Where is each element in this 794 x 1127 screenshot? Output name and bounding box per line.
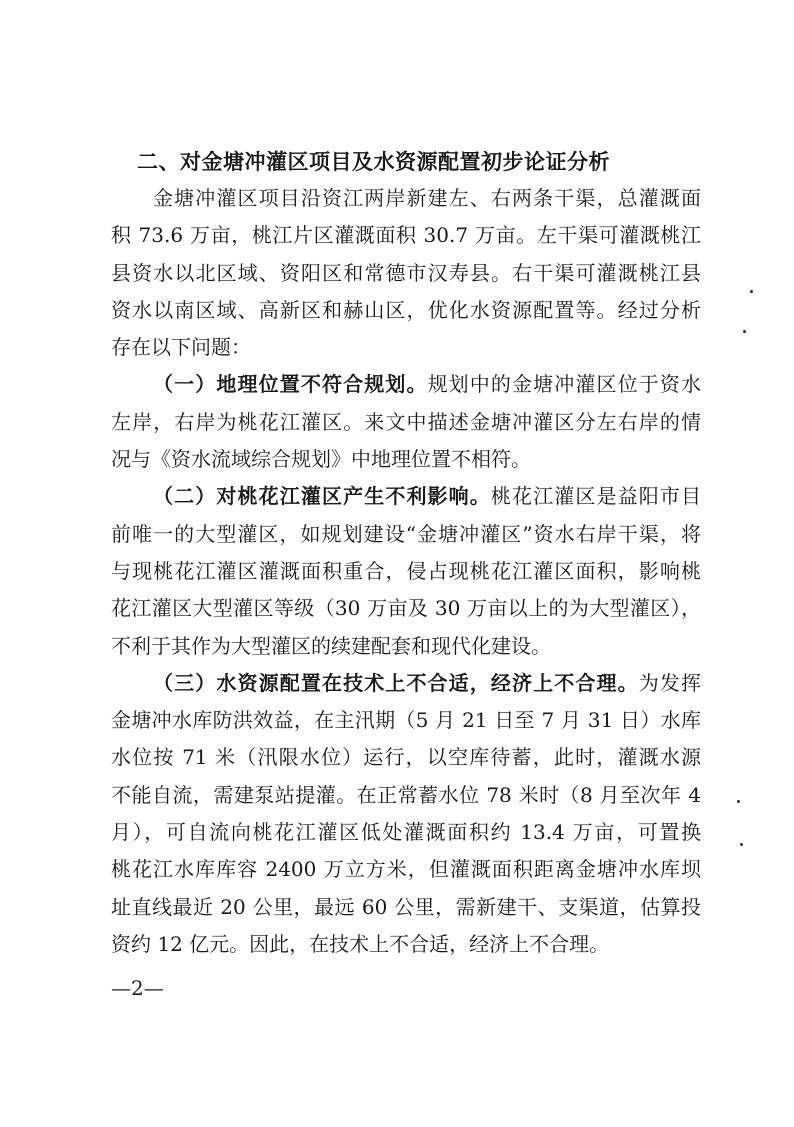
scan-speck [740, 843, 743, 846]
text-line [111, 478, 701, 515]
text-line: 资水以南区域、高新区和赫山区，优化水资源配置等。经过分析 [111, 297, 701, 322]
text-line: 前唯一的大型灌区，如规划建设“金塘冲灌区”资水右岸干渠，将 [111, 521, 701, 546]
text-span: 桃花江灌区是益阳市目 [490, 484, 702, 509]
issue-title: （三）水资源配置在技术上不合适，经济上不合理。 [153, 670, 639, 695]
text-line: 况与《资水流域综合规划》中地理位置不相符。 [111, 447, 531, 472]
text-line: 不能自流，需建泵站提灌。在正常蓄水位 78 米时（8 月至次年 4 [111, 782, 701, 807]
text-line: 花江灌区大型灌区等级（30 万亩及 30 万亩以上的为大型灌区）， [111, 596, 701, 621]
text-line: 金塘冲灌区项目沿资江两岸新建左、右两条干渠，总灌溉面 [153, 186, 701, 210]
text-span: 为发挥 [638, 670, 702, 695]
paragraph-intro [111, 180, 701, 366]
section-heading: 二、对金塘冲灌区项目及水资源配置初步论证分析 [137, 150, 610, 174]
text-line: 存在以下问题： [111, 335, 251, 360]
text-line: 月），可自流向桃花江灌区低处灌溉面积约 13.4 万亩，可置换 [111, 820, 701, 845]
scan-speck [737, 800, 740, 803]
text-line: 不利于其作为大型灌区的续建配套和现代化建设。 [111, 633, 551, 658]
text-span: 规划中的金塘冲灌区位于资水 [427, 372, 702, 397]
text-line: 址直线最近 20 公里，最远 60 公里，需新建干、支渠道，估算投 [111, 894, 701, 919]
text-line [111, 366, 701, 403]
text-line: 县资水以北区域、资阳区和常德市汉寿县。右干渠可灌溉桃江县 [111, 260, 701, 285]
text-line [111, 665, 701, 702]
paragraph-issue-3 [111, 665, 701, 963]
text-line: 金塘冲水库防洪效益，在主汛期（5 月 21 日至 7 月 31 日）水库 [111, 708, 701, 733]
scan-speck [750, 290, 753, 293]
text-line: 左岸，右岸为桃花江灌区。来文中描述金塘冲灌区分左右岸的情 [111, 409, 701, 434]
issue-title: （二）对桃花江灌区产生不利影响。 [153, 484, 491, 509]
document-body [111, 180, 701, 963]
paragraph-issue-1 [111, 366, 701, 478]
text-line: 与现桃花江灌区灌溉面积重合，侵占现桃花江灌区面积，影响桃 [111, 558, 701, 583]
issue-title: （一）地理位置不符合规划。 [153, 372, 428, 397]
scan-speck [743, 330, 746, 333]
paragraph-issue-2 [111, 478, 701, 664]
text-line: 资约 12 亿元。因此，在技术上不合适，经济上不合理。 [111, 931, 610, 956]
page-number: —2— [111, 976, 164, 1000]
text-line: 积 73.6 万亩，桃江片区灌溉面积 30.7 万亩。左干渠可灌溉桃江 [111, 223, 701, 248]
text-line: 水位按 71 米（汛限水位）运行，以空库待蓄，此时，灌溉水源 [111, 745, 701, 770]
text-line: 桃花江水库库容 2400 万立方米，但灌溉面积距离金塘冲水库坝 [111, 857, 701, 882]
